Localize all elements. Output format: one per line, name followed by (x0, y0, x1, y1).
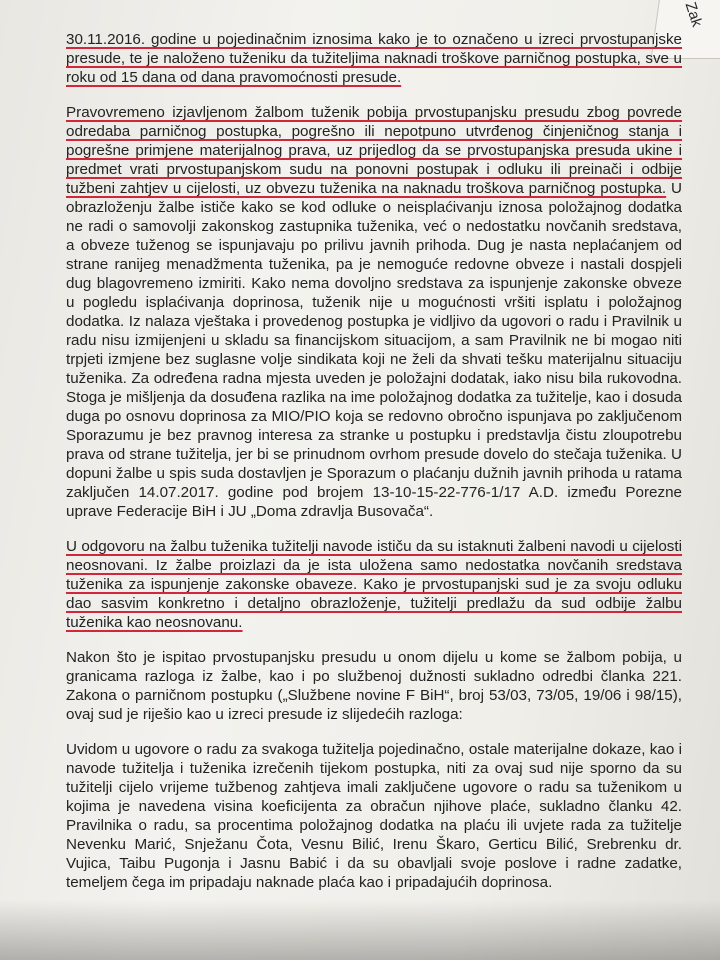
paragraph-appeal (66, 103, 682, 521)
paragraph-text: Nakon što je ispitao prvostupanjsku presudu u onom dijelu u kome se žalbom pobija, u granicama razloga iz žalbe, kao i po službenoj dužnosti sukladno odredbi članka 221. Zakona o parničnom postupku („Službene novine F BiH“, broj 53/03, 73/05, 19/06 i 98/15), ovaj sud je riješio kao u izreci presude iz slijedećih razloga: (66, 649, 682, 723)
paragraph-findings (66, 740, 682, 892)
document-body (66, 30, 682, 906)
paragraph-court-review (66, 648, 682, 724)
bottom-shadow (0, 900, 720, 960)
paragraph-text: U obrazloženju žalbe ističe kako se kod odluke o neisplaćivanju iznosa položajnog dodatka ne radi o samovolji zakonskog zastupnika tuženika, već o nedostatku novčanih sredstava, a obveze tuženog se ispunjavaju po prilivu javnih prihoda. Dug je nasta neplaćanjem od strane ranijeg menadžmenta tuženika, pa je nemoguće redovne obveze i nastali dospjeli dug blagovremeno izmiriti. Kako nema dovoljno sredstava za ispunjenje zakonske obveze u pogledu isplaćivanja doprinosa, tuženik nije u mogućnosti vršiti isplatu i položajnog dodatka. Iz nalaza vještaka i provedenog postupka je vidljivo da ugovori o radu i Pravilnik u radu nisu izmijenjeni u skladu sa financijskom situacijom, a sam Pravilnik ne bi mogao niti trpjeti izmjene bez suglasne volje sindikata koji ne želi da shvati tešku materijalnu situaciju tuženika. Za određena radna mjesta uveden je položajni dodatak, iako nisu bila rukovodna. Stoga je mišljenja da dosuđena razlika na ime položajnog dodatka za tužitelje, kao i dosuda duga po osnovu doprinosa za MIO/PIO koja se redovno obročno ispunjava po zaključenom Sporazumu je bez pravnog interesa za stranke u postupku i predstavlja čistu zloupotrebu prava od strane tužitelja, jer bi se prinudnom ovrhom presude dovelo do stečaja tuženika. U dopuni žalbe u spis suda dostavljen je Sporazum o plaćanju dužnih javnih prihoda u ratama zaključen 14.07.2017. godine pod brojem 13-10-15-22-776-1/17 A.D. između Porezne uprave Federacije BiH i JU „Doma zdravlja Busovača“. (66, 180, 683, 520)
paragraph-costs-ruling (66, 30, 682, 87)
paragraph-text: U odgovoru na žalbu tuženika tužitelji navode ističu da su istaknuti žalbeni navodi u cijelosti neosnovani. Iz žalbe proizlazi da je ista uložena samo nedostatka novčanih sredstava tuženika za ispunjenje zakonske obaveze. Kako je prvostupanjski sud je za svoju odluku dao sasvim konkretno i detaljno obrazloženje, tužitelji predlažu da sud odbije žalbu tuženika kao neosnovanu. (66, 538, 682, 631)
paragraph-text: Uvidom u ugovore o radu za svakoga tužitelja pojedinačno, ostale materijalne dokaze, kao i navode tužitelja i tuženika izrečenih tijekom postupka, niti za ovaj sud nije sporno da su tužitelji cijelo vrijeme tužbenog zahtjeva imali zaključene ugovore o radu sa tuženikom u kojima je navedena visina koeficijenta za obračun njihove plaće, sukladno članku 42. Pravilnika o radu, sa procentima položajnog dodatka na plaću ili uvjete rada za tužitelje Nevenku Marić, Snježanu Čota, Vesnu Bilić, Irenu Škaro, Gerticu Bilić, Srebrenku dr. Vujica, Taibu Pugonja i Jasnu Babić i da su obavljali svoje poslove i radne zadatke, temeljem čega im pripadaju naknade plaća kao i pripadajućih doprinosa. (66, 741, 682, 891)
corner-label: Zak (681, 0, 706, 30)
paragraph-highlighted-text: Pravovremeno izjavljenom žalbom tuženik pobija prvostupanjsku presudu zbog povrede odredaba parničnog postupka, pogrešno ili nepotpuno utvrđenog činjeničnog stanja i pogrešne primjene materijalnog prava, uz prijedlog da se prvostupanjska presuda ukine i predmet vrati prvostupanjskom sudu na ponovni postupak i odluku ili preinači i odbije tužbeni zahtjev u cijelosti, uz obvezu tuženika na naknadu troškova parničnog postupka. (66, 104, 682, 197)
paragraph-text: 30.11.2016. godine u pojedinačnim iznosima kako je to označeno u izreci prvostupanjske presude, te je naloženo tuženiku da tužiteljima naknadi troškove parničnog postupka, sve u roku od 15 dana od dana pravomoćnosti presude. (66, 31, 682, 86)
paragraph-response (66, 537, 682, 632)
